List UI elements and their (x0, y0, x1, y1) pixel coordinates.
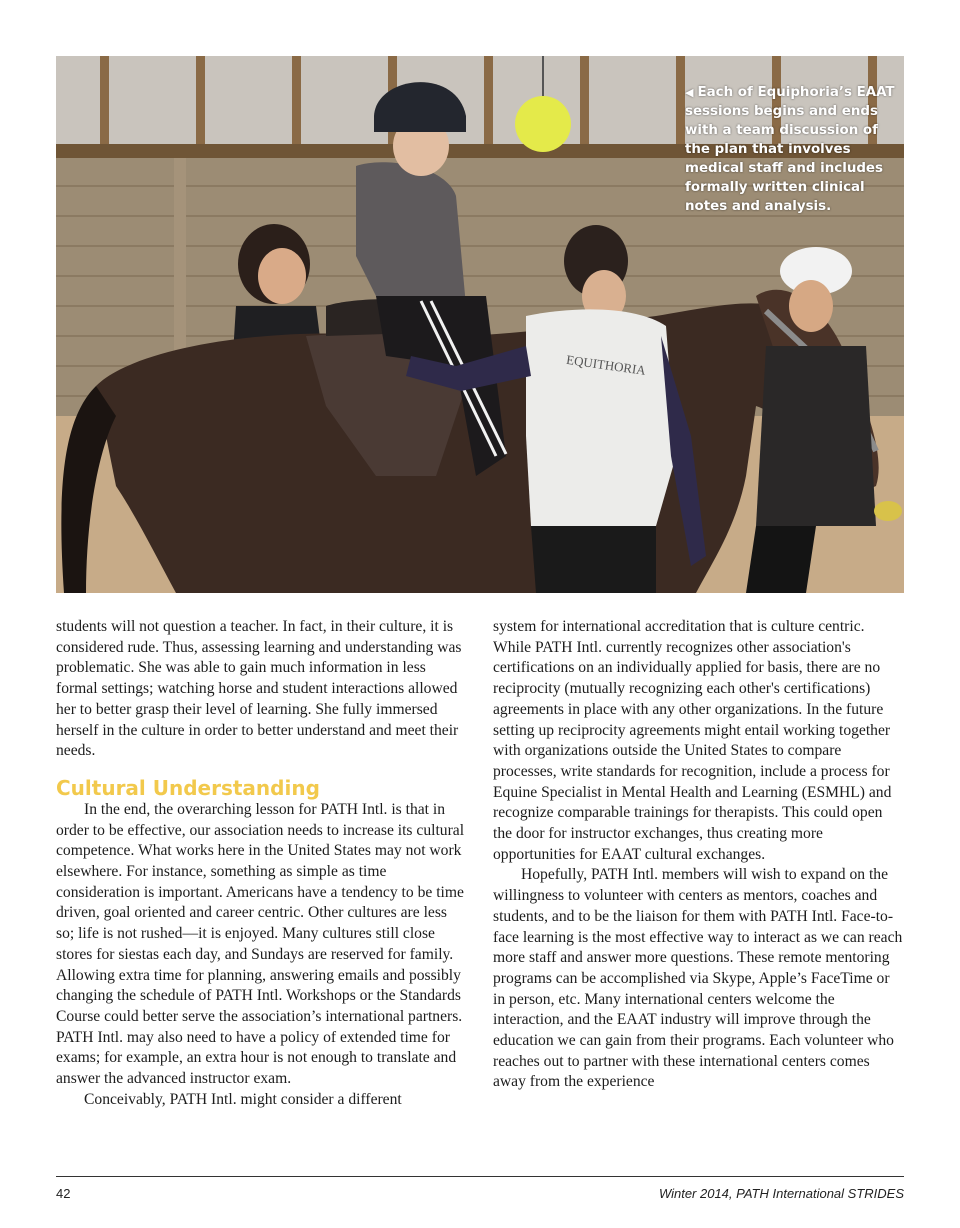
article-photo (56, 56, 904, 593)
publication-name: Winter 2014, PATH International STRIDES (658, 1186, 904, 1201)
article-column-left (56, 617, 468, 1110)
body-paragraph: Hopefully, PATH Intl. members will wish to expand on the willingness to volunteer with centers as mentors, coaches and students, and to be the liaison for them with PATH Intl. Face-to-face learning is the most effective way to interact as we can reach more staff and answer more questions. These remote mentoring programs can be accomplished via Skype, Apple’s FaceTime or in person, etc. Many international centers welcome the interaction, and the EAAT industry will improve through the education we can gain from their programs. Each volunteer who reaches out to partner with these international centers comes away from the experience (493, 866, 903, 1091)
body-paragraph: In the end, the overarching lesson for PATH Intl. is that in order to be effective, our association needs to increase its cultural competence. What works here in the United States may not work elsewhere. For instance, something as simple as time consideration is important. Americans have a tendency to be time driven, goal oriented and career centric. Other cultures are less so; life is not rushed—it is enjoyed. Many cultures still close stores for siestas each day, and Sundays are reserved for family. Allowing extra time for planning, answering emails and possibly changing the schedule of PATH Intl. Workshops or the Standards Course could better serve the association’s international partners. PATH Intl. may also need to have a policy of extended time for exams; for example, an extra hour is not enough to translate and answer the advanced instructor exam. (56, 800, 465, 1088)
shirt-logo-text: EQUITHORIA (565, 351, 647, 378)
page-number: 42 (56, 1186, 71, 1201)
footer-rule (56, 1176, 904, 1177)
photo-caption (685, 83, 895, 216)
photo-caption-text: Each of Equiphoria’s EAAT sessions begins and ends with a team discussion of the plan that involves medical staff and includes formally written clinical notes and analysis. (685, 85, 895, 214)
body-paragraph: system for international accreditation that is culture centric. While PATH Intl. currently recognizes other association's certifications on an individually applied for basis, there are no reciprocity (mutually recognizing each other's certifications) agreements in place with any other organizations. In the future setting up reciprocity agreements might entail working together with organizations outside the United States to compare processes, write standards for recognition, include a process for Equine Specialist in Mental Health and Learning (ESMHL) and recognize comparable trainings for therapists. This could open the door for instructor exchanges, thus creating more opportunities for EAAT cultural exchanges. (493, 618, 892, 863)
article-column-right (493, 617, 905, 1093)
body-paragraph: students will not question a teacher. In fact, in their culture, it is considered rude. Thus, assessing learning and understanding was problematic. She was able to gain much information in less formal settings; watching horse and student interactions allowed her to better grasp their level of learning. She fully immersed herself in the culture in order to better understand and meet their needs. (56, 618, 462, 760)
body-paragraph: Conceivably, PATH Intl. might consider a different (84, 1090, 402, 1108)
caption-arrow-icon: ◀ (685, 86, 694, 99)
section-heading: Cultural Understanding (56, 775, 320, 800)
